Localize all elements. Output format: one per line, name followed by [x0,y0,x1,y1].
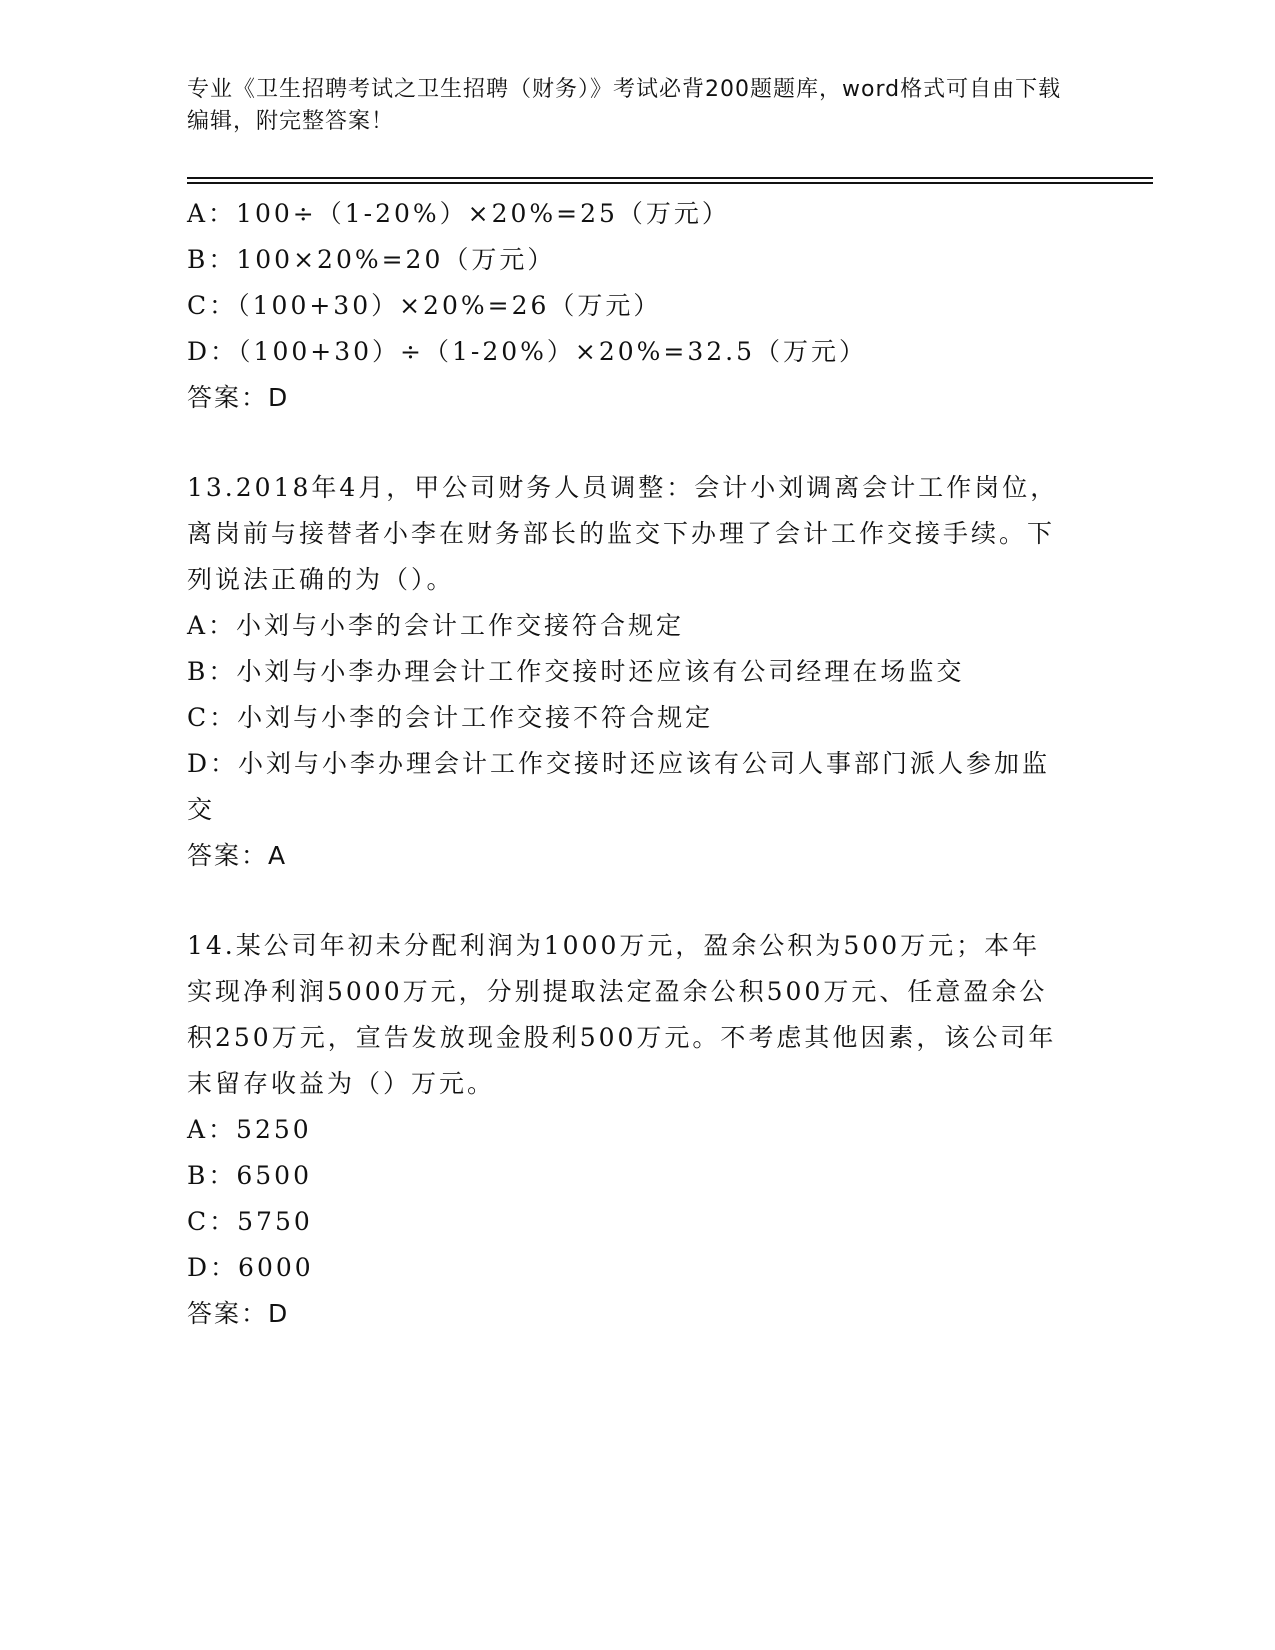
option-c: C：5750 [187,1207,313,1236]
answer-line: 答案：D [187,1299,290,1328]
option-a: A：100÷（1-20%）×20%=25（万元） [187,199,730,228]
question-list [187,191,1087,1337]
option-a: A：小刘与小李的会计工作交接符合规定 [187,611,685,640]
option-d: D：（100+30）÷（1-20%）×20%=32.5（万元） [187,337,868,366]
option-d: D：小刘与小李办理会计工作交接时还应该有公司人事部门派人参加监交 [187,749,1051,824]
question-13-block [187,465,1087,879]
spacer [187,421,1087,465]
spacer [187,879,1087,923]
option-a: A：5250 [187,1115,312,1144]
header-divider-bottom [187,182,1153,184]
option-b: B：6500 [187,1161,312,1190]
document-header: 专业《卫生招聘考试之卫生招聘（财务）》考试必背200题题库，word格式可自由下载编辑，附完整答案！ [187,77,1062,134]
header-divider-top [187,177,1153,179]
answer-line: 答案：A [187,841,288,870]
question-text: 13.2018年4月，甲公司财务人员调整：会计小刘调离会计工作岗位，离岗前与接替者小李在财务部长的监交下办理了会计工作交接手续。下列说法正确的为（）。 [187,473,1059,594]
question-12-block [187,191,1087,421]
option-c: C：（100+30）×20%=26（万元） [187,291,662,320]
option-d: D：6000 [187,1253,314,1282]
answer-line: 答案：D [187,383,290,412]
option-b: B：小刘与小李办理会计工作交接时还应该有公司经理在场监交 [187,657,965,686]
question-text: 14.某公司年初未分配利润为1000万元，盈余公积为500万元；本年实现净利润5000万元，分别提取法定盈余公积500万元、任意盈余公积250万元，宣告发放现金股利500万元。不考虑其他因素，该公司年末留存收益为（）万元。 [187,931,1057,1098]
question-14-block [187,923,1087,1337]
option-b: B：100×20%=20（万元） [187,245,556,274]
option-c: C：小刘与小李的会计工作交接不符合规定 [187,703,714,732]
